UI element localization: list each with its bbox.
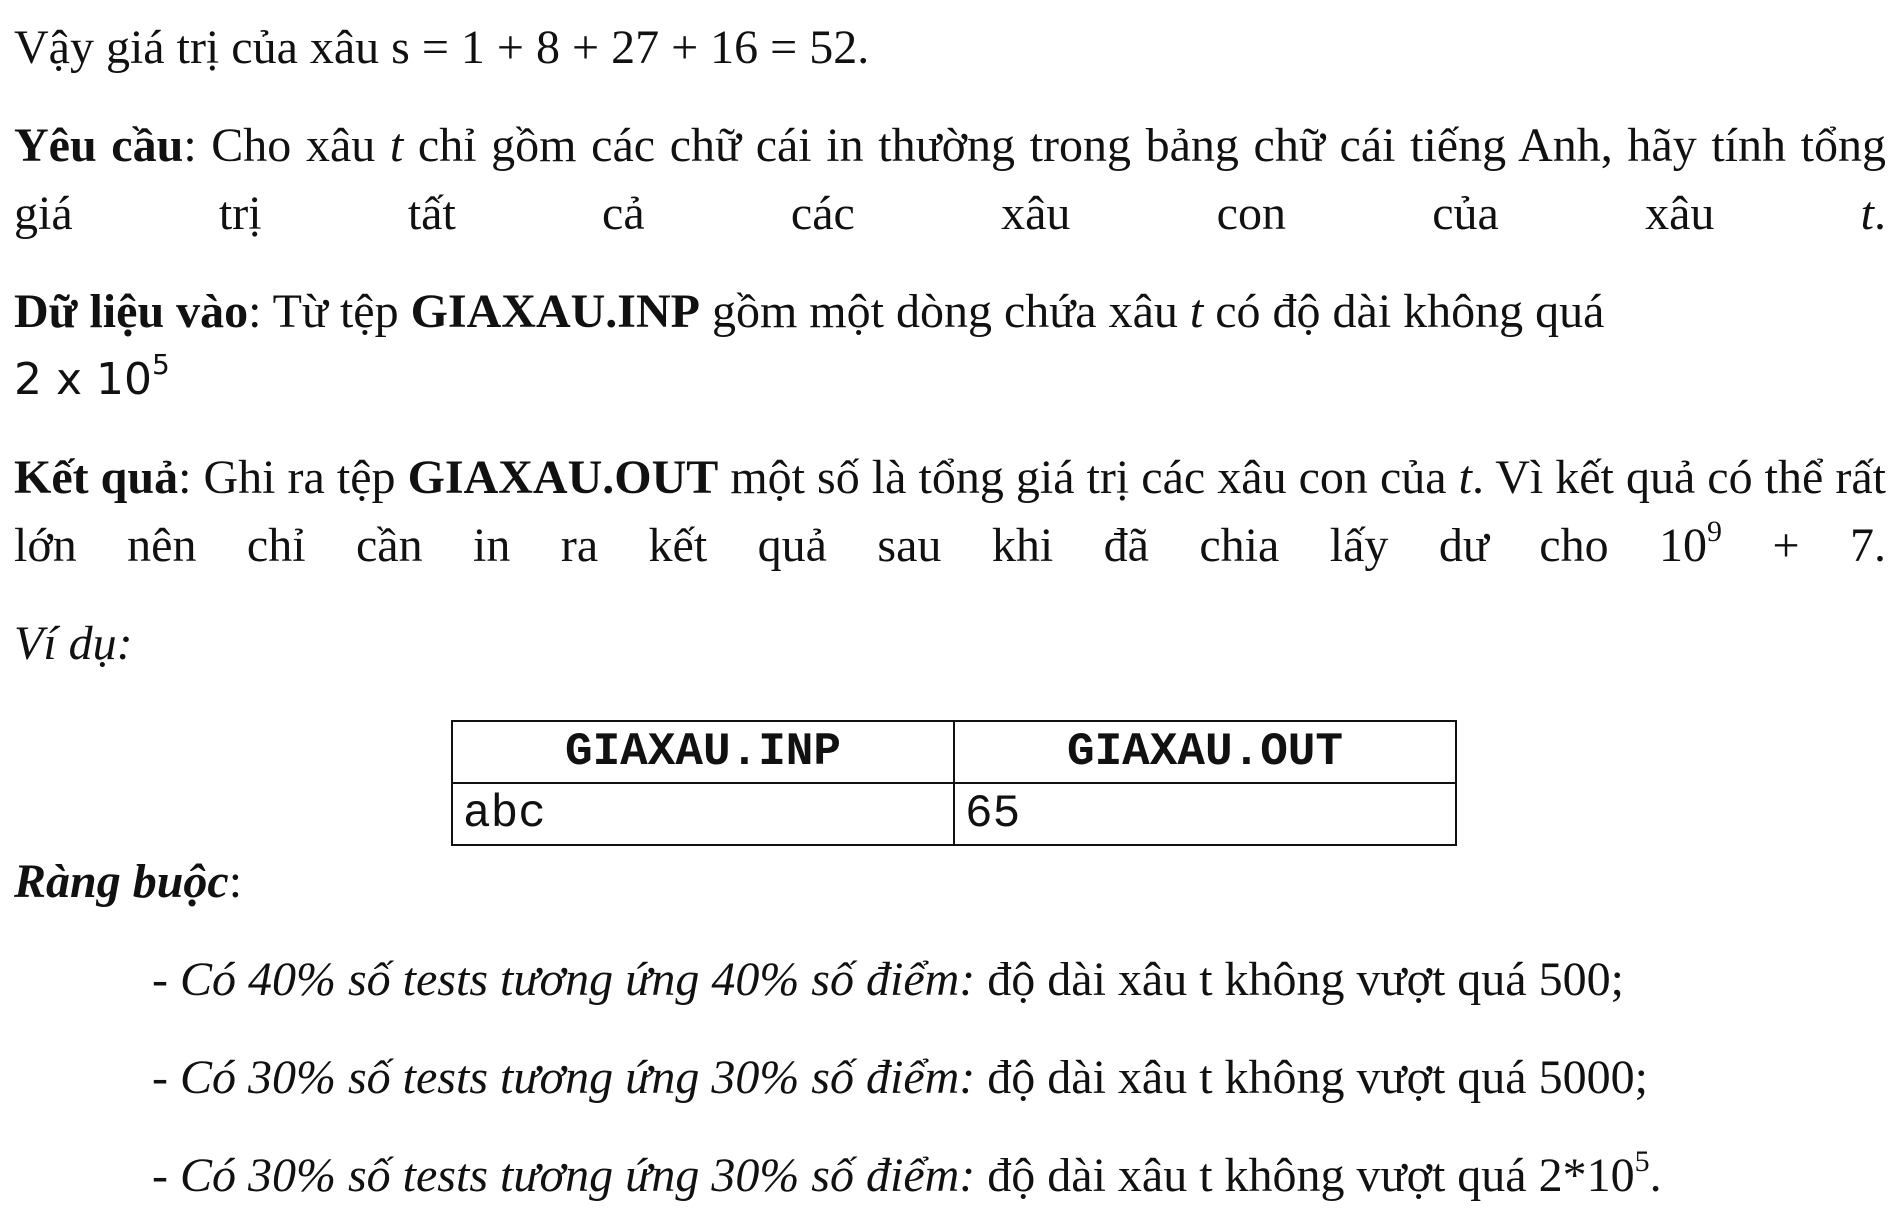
constraint-item [152,1142,1662,1210]
requirement-text-2: chỉ gồm các chữ cái in thường trong bảng chữ cái tiếng Anh, hãy tính tổng giá trị tất cả các xâu con của xâu [14,119,1886,240]
input-limit-exp: 5 [152,348,170,381]
input-file: GIAXAU.INP [410,285,700,338]
input-paragraph [14,278,1886,414]
example-header-out: GIAXAU.OUT [954,721,1456,783]
input-limit [14,346,1886,414]
requirement-text-1: : Cho xâu [183,119,390,172]
output-label: Kết quả [14,451,179,504]
output-text-3: . Vì kết quả có thể rất lớn nên chỉ cần in ra kết quả sau khi đã chia lấy dư cho 10 [14,451,1886,572]
requirement-var-end: t [1860,187,1874,240]
input-limit-base: 2 x 10 [14,354,152,405]
requirement-label: Yêu cầu [14,119,184,172]
constraint-1-text: độ dài xâu t không vượt quá 500; [975,953,1624,1006]
table-row [452,783,1456,845]
constraint-2-text: độ dài xâu t không vượt quá 5000; [975,1051,1648,1104]
example-label: Ví dụ: [14,617,133,670]
example-table [451,720,1457,846]
constraint-item [152,946,1624,1014]
constraint-3-end: . [1649,1149,1662,1202]
input-label: Dữ liệu vào [14,285,249,338]
constraints-title [14,848,242,916]
constraint-3-text: độ dài xâu t không vượt quá 2*10 [975,1149,1635,1202]
input-line-1 [14,278,1886,346]
example-header-row [452,721,1456,783]
output-text-1: : Ghi ra tệp [178,451,408,504]
requirement-paragraph [14,112,1886,248]
constraint-1-italic: - Có 40% số tests tương ứng 40% số điểm: [152,953,976,1006]
example-header-inp: GIAXAU.INP [452,721,954,783]
constraints-colon: : [228,855,243,908]
value-statement [14,14,1886,82]
constraint-3-exp: 5 [1634,1145,1650,1178]
input-text-2: gồm một dòng chứa xâu [699,285,1190,338]
document-page [14,14,1886,678]
output-file: GIAXAU.OUT [407,451,719,504]
output-mod-exp: 9 [1707,515,1723,548]
requirement-var: t [389,119,404,172]
example-cell-inp: abc [452,783,954,845]
input-var: t [1189,285,1204,338]
value-statement-text: Vậy giá trị của xâu s = 1 + 8 + 27 + 16 = 52. [14,21,870,74]
input-text-1: : Từ tệp [248,285,411,338]
requirement-end: . [1874,187,1886,240]
constraints-label: Ràng buộc [14,855,229,908]
input-text-3: có độ dài không quá [1203,285,1605,338]
example-cell-out: 65 [954,783,1456,845]
constraint-3-italic: - Có 30% số tests tương ứng 30% số điểm: [152,1149,976,1202]
constraint-item [152,1044,1648,1112]
constraint-2-italic: - Có 30% số tests tương ứng 30% số điểm: [152,1051,976,1104]
output-text-2: một số là tổng giá trị các xâu con của [718,451,1459,504]
output-mod-tail: + 7. [1722,519,1887,572]
output-paragraph [14,444,1886,580]
output-var: t [1458,451,1472,504]
